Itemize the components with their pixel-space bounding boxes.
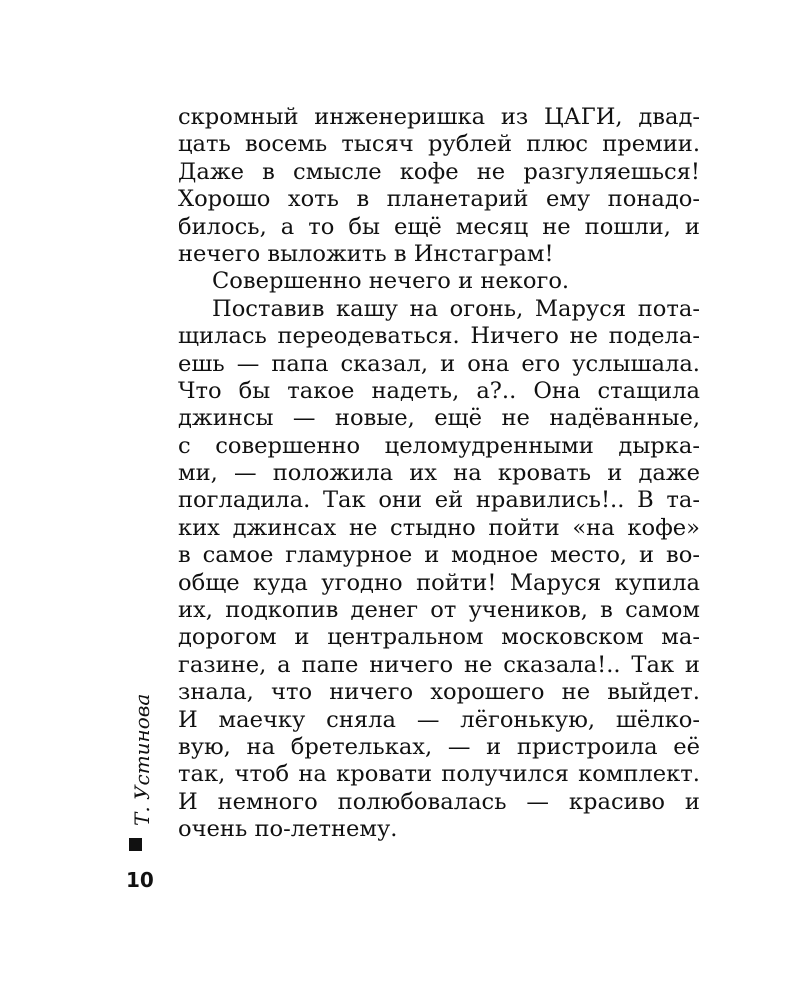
text-line: их, подкопив денег от учеников, в самом: [178, 597, 700, 624]
text-line: Хорошо хоть в планетарий ему понадо-: [178, 186, 700, 213]
text-line: И немного полюбовалась — красиво и: [178, 788, 700, 815]
square-marker-icon: [129, 838, 142, 851]
text-line: дорогом и центральном московском ма-: [178, 624, 700, 651]
text-line: ми, — положила их на кровать и даже: [178, 460, 700, 487]
body-text: [178, 104, 700, 844]
text-line: в самое гламурное и модное место, и во-: [178, 542, 700, 569]
text-line: погладила. Так они ей нравились!.. В та-: [178, 487, 700, 514]
text-line: знала, что ничего хорошего не выйдет.: [178, 679, 700, 706]
text-line: цать восемь тысяч рублей плюс премии.: [178, 131, 700, 158]
text-line: нечего выложить в Инстаграм!: [178, 240, 554, 267]
text-line: щилась переодеваться. Ничего не поделa-: [178, 323, 700, 350]
text-line: ешь — папа сказал, и она его услышала.: [178, 350, 700, 377]
text-line: газине, а папе ничего не сказала!.. Так и: [178, 651, 700, 678]
text-line: Совершенно нечего и некого.: [212, 268, 570, 295]
text-line: обще куда угодно пойти! Маруся купила: [178, 569, 700, 596]
text-line: Что бы такое надеть, а?.. Она стащила: [178, 377, 700, 404]
text-line: Даже в смысле кофе не разгуляешься!: [178, 158, 700, 185]
text-line: с совершенно целомудренными дырка-: [178, 432, 700, 459]
text-line: очень по-летнему.: [178, 816, 398, 843]
page-number: 10: [126, 868, 154, 892]
text-line: вую, на бретельках, — и пристроила её: [178, 733, 700, 760]
text-line: билось, а то бы ещё месяц не пошли, и: [178, 213, 700, 240]
text-line: скромный инженеришка из ЦАГИ, двад-: [178, 104, 700, 130]
text-line: И маечку сняла — лёгонькую, шёлко-: [178, 706, 700, 733]
text-line: Поставив кашу на огонь, Маруся пота-: [212, 295, 700, 322]
text-line: ких джинсах не стыдно пойти «на кофе»: [178, 514, 700, 541]
text-line: так, чтоб на кровати получился комплект.: [178, 761, 700, 788]
text-line: джинсы — новые, ещё не надёванные,: [178, 405, 700, 432]
running-head-author: Т. Устинова: [130, 693, 154, 826]
